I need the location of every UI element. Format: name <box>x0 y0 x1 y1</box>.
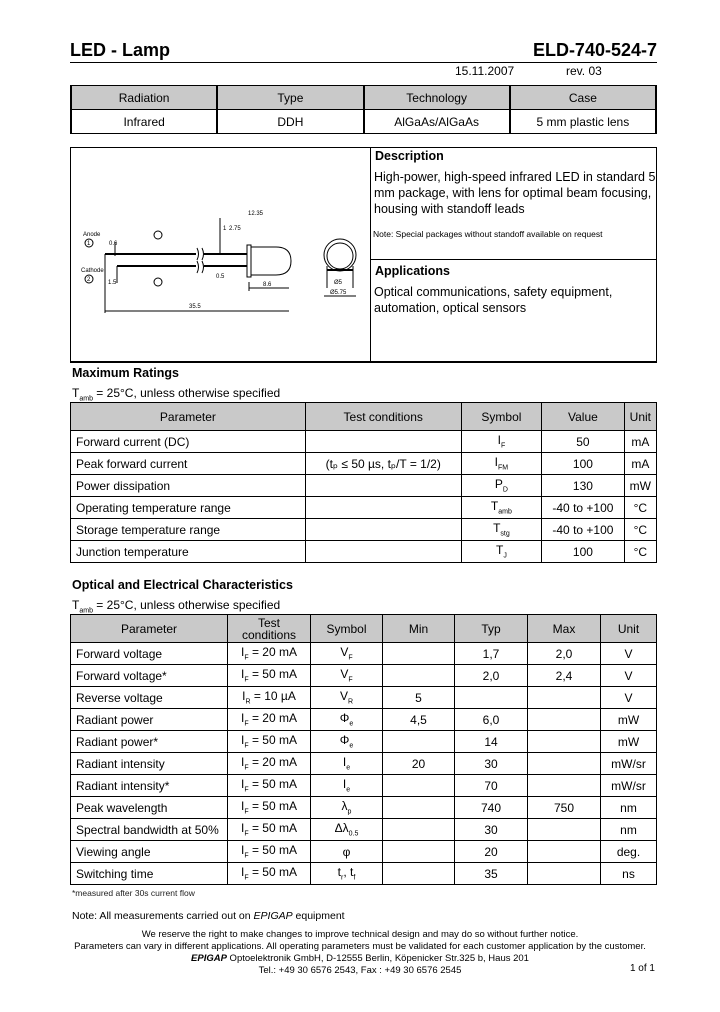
svg-text:8.6: 8.6 <box>263 282 272 288</box>
summary-case: 5 mm plastic lens <box>510 110 656 134</box>
description-text: High-power, high-speed infrared LED in standard 5 mm package, with lens for optimal beam focusing, housing with standoff leads <box>374 170 656 216</box>
max-cell: 750 <box>528 797 601 819</box>
conditions-cell: (tₚ ≤ 50 µs, tₚ/T = 1/2) <box>305 453 461 475</box>
typ-cell <box>455 687 528 709</box>
unit-cell: V <box>601 665 657 687</box>
value-cell: -40 to +100 <box>542 519 624 541</box>
summary-header-type: Type <box>217 86 363 110</box>
optical-table <box>70 614 657 885</box>
parameter-cell: Switching time <box>71 863 228 885</box>
parameter-cell: Radiant intensity* <box>71 775 228 797</box>
symbol-cell: $V_R$ <box>311 687 383 709</box>
info-box <box>70 147 657 363</box>
max-cell <box>528 775 601 797</box>
company-contact: Tel.: +49 30 6576 2543, Fax : +49 30 6576 2545 <box>258 965 462 976</box>
summary-type: DDH <box>217 110 363 134</box>
conditions-cell <box>305 431 461 453</box>
value-cell: 130 <box>542 475 624 497</box>
unit-cell: nm <box>601 819 657 841</box>
unit-cell: mW/sr <box>601 753 657 775</box>
typ-cell: 14 <box>455 731 528 753</box>
conditions-cell: $I_F = 20$ mA <box>228 753 311 775</box>
symbol-cell: $\Phi_e$ <box>311 709 383 731</box>
unit-cell: °C <box>624 519 656 541</box>
col-typ: Typ <box>455 615 528 643</box>
max-ratings-header-row <box>71 403 657 431</box>
applications-text: Optical communications, safety equipment, automation, optical sensors <box>374 285 613 315</box>
min-cell <box>383 863 455 885</box>
unit-cell: °C <box>624 497 656 519</box>
conditions-cell: $I_F = 20$ mA <box>228 709 311 731</box>
typ-cell: 30 <box>455 819 528 841</box>
typ-cell: 70 <box>455 775 528 797</box>
summary-value-row <box>71 110 656 134</box>
summary-technology: AlGaAs/AlGaAs <box>364 110 510 134</box>
unit-cell: °C <box>624 541 656 563</box>
max-cell: 2,0 <box>528 643 601 665</box>
unit-cell: mA <box>624 431 656 453</box>
col-symbol: Symbol <box>311 615 383 643</box>
value-cell: 50 <box>542 431 624 453</box>
max-cell <box>528 709 601 731</box>
conditions-cell: $I_F = 20$ mA <box>228 643 311 665</box>
table-row <box>71 863 657 885</box>
parameter-cell: Radiant intensity <box>71 753 228 775</box>
document-title: LED - Lamp <box>70 40 171 60</box>
table-row <box>71 541 657 563</box>
company-address: EPIGAP Optoelektronik GmbH, D-12555 Berlin, Köpenicker Str.325 b, Haus 201 <box>191 953 529 964</box>
max-ratings-condition: $T_{amb} = 25^\circ C$, unless otherwise specified <box>72 386 281 403</box>
conditions-cell: $I_R = 10$ µA <box>228 687 311 709</box>
table-row <box>71 643 657 665</box>
max-cell: 2,4 <box>528 665 601 687</box>
unit-cell: mA <box>624 453 656 475</box>
unit-cell: V <box>601 687 657 709</box>
table-row <box>71 731 657 753</box>
symbol-cell: $I_F$ <box>461 431 542 453</box>
unit-cell: mW/sr <box>601 775 657 797</box>
measurement-note: Note: All measurements carried out on EPIGAP equipment <box>72 910 345 922</box>
svg-text:0.6: 0.6 <box>109 241 118 247</box>
conditions-cell: $I_F = 50$ mA <box>228 797 311 819</box>
table-row <box>71 475 657 497</box>
parameter-cell: Junction temperature <box>71 541 306 563</box>
svg-text:35.5: 35.5 <box>189 304 201 310</box>
applications-heading: Applications <box>375 264 451 278</box>
symbol-cell: $I_e$ <box>311 753 383 775</box>
table-row <box>71 453 657 475</box>
svg-text:Ø5: Ø5 <box>334 280 343 286</box>
parameter-cell: Operating temperature range <box>71 497 306 519</box>
parameter-cell: Spectral bandwidth at 50% <box>71 819 228 841</box>
typ-cell: 20 <box>455 841 528 863</box>
conditions-cell <box>305 519 461 541</box>
part-number: ELD-740-524-7 <box>532 40 657 60</box>
conditions-cell: $I_F = 50$ mA <box>228 731 311 753</box>
conditions-cell <box>305 475 461 497</box>
optical-title: Optical and Electrical Characteristics <box>72 578 293 592</box>
min-cell <box>383 841 455 863</box>
conditions-cell <box>305 497 461 519</box>
summary-header-case: Case <box>510 86 656 110</box>
min-cell <box>383 731 455 753</box>
min-cell <box>383 797 455 819</box>
symbol-cell: $I_{FM}$ <box>461 453 542 475</box>
col-max: Max <box>528 615 601 643</box>
table-row <box>71 519 657 541</box>
parameter-cell: Radiant power* <box>71 731 228 753</box>
summary-radiation: Infrared <box>71 110 217 134</box>
symbol-cell: $T_J$ <box>461 541 542 563</box>
parameter-cell: Forward current (DC) <box>71 431 306 453</box>
conditions-cell: $I_F = 50$ mA <box>228 775 311 797</box>
col-parameter: Parameter <box>71 615 228 643</box>
min-cell: 4,5 <box>383 709 455 731</box>
symbol-cell: $T_{amb}$ <box>461 497 542 519</box>
symbol-cell: $\Delta\lambda_{0.5}$ <box>311 819 383 841</box>
summary-header-technology: Technology <box>364 86 510 110</box>
col-test-conditions: Test conditions <box>228 615 311 643</box>
document-revision: rev. 03 <box>566 64 602 78</box>
description-section <box>371 148 656 260</box>
package-drawing <box>71 148 371 361</box>
symbol-cell: $P_D$ <box>461 475 542 497</box>
conditions-cell: $I_F = 50$ mA <box>228 819 311 841</box>
disclaimer-2: Parameters can vary in different applications. All operating parameters must be validated for each customer application by the customer. <box>74 941 646 952</box>
min-cell <box>383 819 455 841</box>
cathode-label: Cathode <box>81 268 104 274</box>
max-cell <box>528 819 601 841</box>
unit-cell: nm <box>601 797 657 819</box>
min-cell <box>383 643 455 665</box>
table-row <box>71 665 657 687</box>
svg-text:Ø5.75: Ø5.75 <box>330 290 347 296</box>
table-row <box>71 497 657 519</box>
max-cell <box>528 687 601 709</box>
parameter-cell: Peak wavelength <box>71 797 228 819</box>
table-row <box>71 753 657 775</box>
min-cell <box>383 775 455 797</box>
max-ratings-table <box>70 402 657 563</box>
svg-text:0.5: 0.5 <box>216 274 225 280</box>
col-unit: Unit <box>601 615 657 643</box>
symbol-cell: $T_{stg}$ <box>461 519 542 541</box>
table-row <box>71 709 657 731</box>
conditions-cell: $I_F = 50$ mA <box>228 841 311 863</box>
anode-label: Anode <box>83 232 101 238</box>
table-row <box>71 775 657 797</box>
parameter-cell: Radiant power <box>71 709 228 731</box>
led-dimension-drawing-icon <box>71 148 370 361</box>
typ-cell: 2,0 <box>455 665 528 687</box>
svg-text:12.35: 12.35 <box>248 211 264 217</box>
symbol-cell: $t_r$, $t_f$ <box>311 863 383 885</box>
parameter-cell: Power dissipation <box>71 475 306 497</box>
value-cell: 100 <box>542 453 624 475</box>
conditions-cell <box>305 541 461 563</box>
page-number: 1 of 1 <box>629 963 655 974</box>
min-cell <box>383 665 455 687</box>
parameter-cell: Storage temperature range <box>71 519 306 541</box>
parameter-cell: Forward voltage <box>71 643 228 665</box>
table-row <box>71 841 657 863</box>
typ-cell: 6,0 <box>455 709 528 731</box>
summary-header-radiation: Radiation <box>71 86 217 110</box>
typ-cell: 1,7 <box>455 643 528 665</box>
applications-section <box>371 260 656 360</box>
parameter-cell: Forward voltage* <box>71 665 228 687</box>
svg-text:2: 2 <box>87 277 91 283</box>
symbol-cell: φ <box>311 841 383 863</box>
symbol-cell: $I_e$ <box>311 775 383 797</box>
summary-header-row <box>71 86 656 110</box>
unit-cell: mW <box>624 475 656 497</box>
typ-cell: 35 <box>455 863 528 885</box>
svg-text:1.5: 1.5 <box>108 280 117 286</box>
col-symbol: Symbol <box>461 403 542 431</box>
parameter-cell: Peak forward current <box>71 453 306 475</box>
value-cell: -40 to +100 <box>542 497 624 519</box>
optical-condition: $T_{amb} = 25^\circ C$, unless otherwise specified <box>72 598 281 615</box>
table-row <box>71 819 657 841</box>
conditions-cell: $I_F = 50$ mA <box>228 665 311 687</box>
typ-cell: 30 <box>455 753 528 775</box>
value-cell: 100 <box>542 541 624 563</box>
description-note: Note: Special packages without standoff available on request <box>373 229 603 239</box>
table-row <box>71 687 657 709</box>
optical-header-row <box>71 615 657 643</box>
document-date: 15.11.2007 <box>455 64 515 78</box>
col-test-conditions: Test conditions <box>305 403 461 431</box>
max-cell <box>528 731 601 753</box>
conditions-cell: $I_F = 50$ mA <box>228 863 311 885</box>
summary-table <box>70 85 657 134</box>
svg-text:1: 1 <box>87 241 91 247</box>
svg-text:2.75: 2.75 <box>229 226 241 232</box>
parameter-cell: Reverse voltage <box>71 687 228 709</box>
svg-text:1: 1 <box>223 226 227 232</box>
disclaimer-1: We reserve the right to make changes to improve technical design and may do so without further notice. <box>141 929 579 940</box>
header-divider <box>70 62 657 63</box>
unit-cell: deg. <box>601 841 657 863</box>
max-ratings-title: Maximum Ratings <box>72 366 179 380</box>
symbol-cell: $V_F$ <box>311 643 383 665</box>
symbol-cell: $V_F$ <box>311 665 383 687</box>
unit-cell: ns <box>601 863 657 885</box>
col-min: Min <box>383 615 455 643</box>
col-unit: Unit <box>624 403 656 431</box>
unit-cell: V <box>601 643 657 665</box>
min-cell: 5 <box>383 687 455 709</box>
symbol-cell: $\lambda_p$ <box>311 797 383 819</box>
max-cell <box>528 863 601 885</box>
parameter-cell: Viewing angle <box>71 841 228 863</box>
table-row <box>71 431 657 453</box>
max-cell <box>528 841 601 863</box>
col-value: Value <box>542 403 624 431</box>
unit-cell: mW <box>601 709 657 731</box>
typ-cell: 740 <box>455 797 528 819</box>
min-cell: 20 <box>383 753 455 775</box>
col-parameter: Parameter <box>71 403 306 431</box>
symbol-cell: $\Phi_e$ <box>311 731 383 753</box>
max-cell <box>528 753 601 775</box>
table-row <box>71 797 657 819</box>
footnote: *measured after 30s current flow <box>72 888 195 898</box>
description-heading: Description <box>375 149 444 163</box>
unit-cell: mW <box>601 731 657 753</box>
